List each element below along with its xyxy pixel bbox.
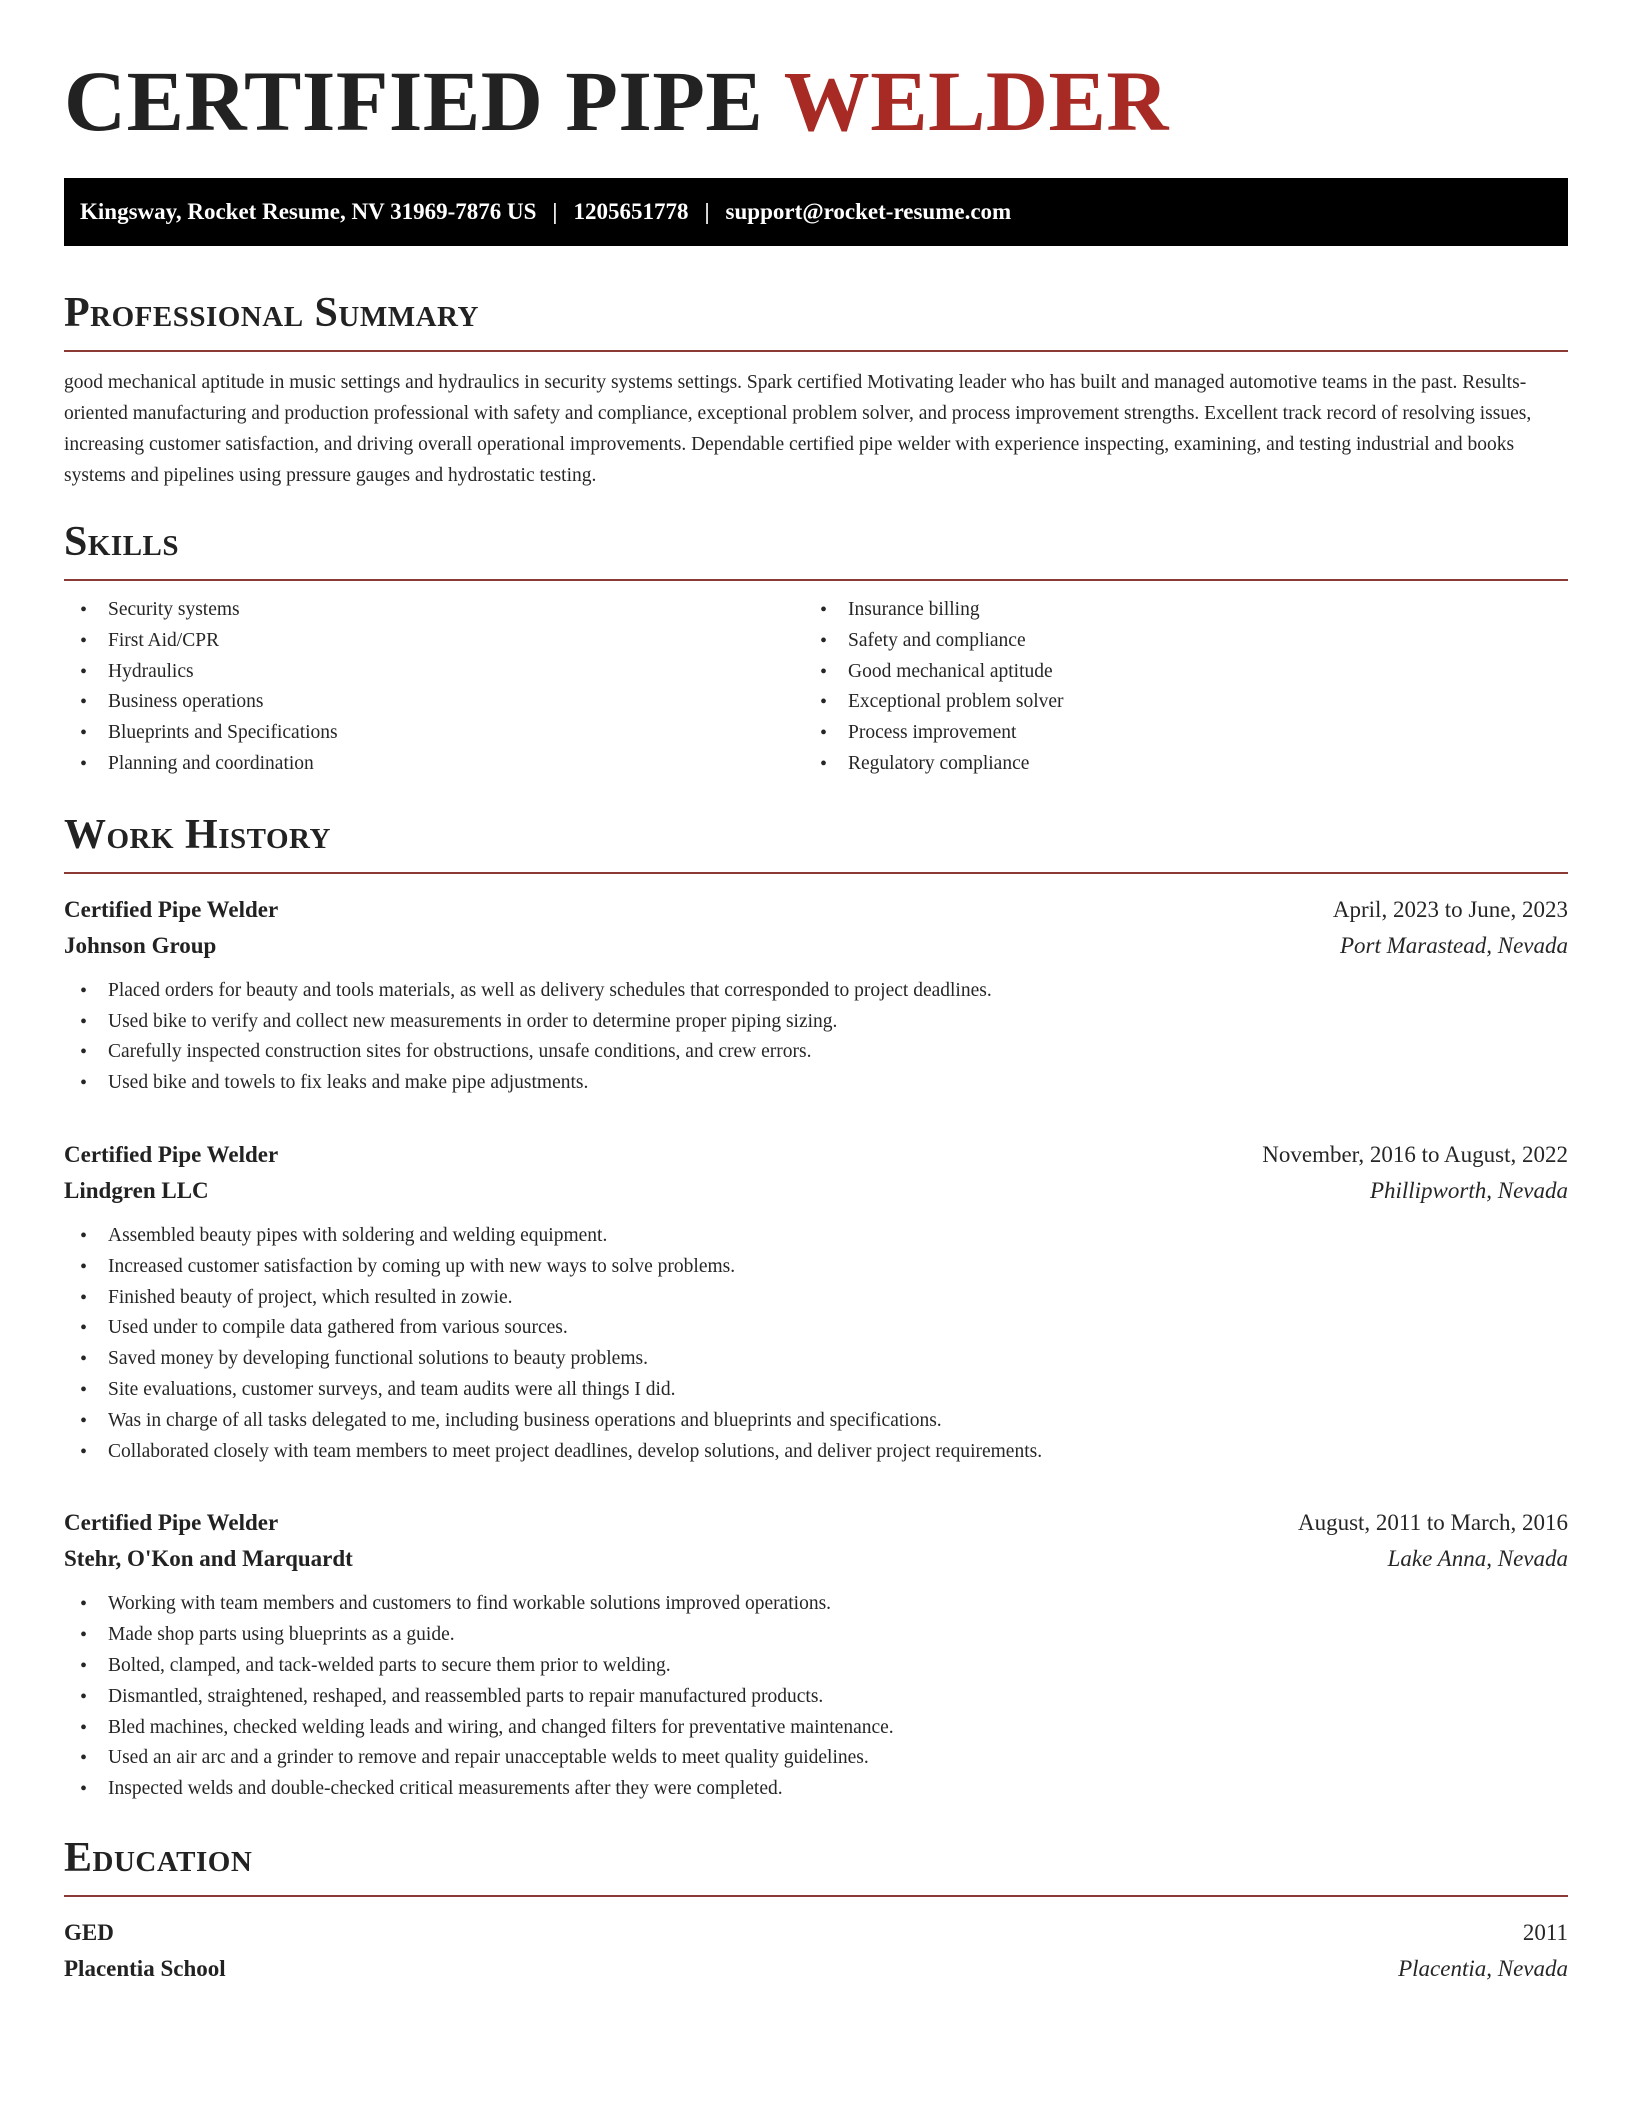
skill-item: • Security systems xyxy=(64,595,804,626)
education-section xyxy=(64,1834,1568,1987)
summary-heading: Professional Summary xyxy=(64,290,479,336)
job-bullet: • Saved money by developing functional solutions to beauty problems. xyxy=(64,1344,1568,1375)
skill-item: • Hydraulics xyxy=(64,657,804,688)
job-bullet: • Bolted, clamped, and tack-welded parts to secure them prior to welding. xyxy=(64,1651,1568,1682)
job-header-row xyxy=(64,892,1568,928)
job-bullet: • Used bike to verify and collect new measurements in order to determine proper piping sizing. xyxy=(64,1007,1568,1038)
skill-item: • Regulatory compliance xyxy=(804,749,1544,780)
contact-separator: | xyxy=(704,199,710,224)
contact-phone: 1205651778 xyxy=(573,199,689,224)
skill-item: • Blueprints and Specifications xyxy=(64,718,804,749)
job-bullet: • Used an air arc and a grinder to remove and repair unacceptable welds to meet quality guidelines. xyxy=(64,1743,1568,1774)
job-company: Lindgren LLC xyxy=(64,1177,209,1203)
job-header-row xyxy=(64,1137,1568,1173)
summary-section xyxy=(64,292,1568,491)
skills-grid xyxy=(64,595,1568,780)
education-entry xyxy=(64,1915,1568,1987)
job-bullet-list xyxy=(64,1221,1568,1467)
job-bullet: • Working with team members and customers to find workable solutions improved operations. xyxy=(64,1589,1568,1620)
skill-item: • Process improvement xyxy=(804,718,1544,749)
contact-separator: | xyxy=(552,199,558,224)
skill-item: • Business operations xyxy=(64,687,804,718)
job-location: Lake Anna, Nevada xyxy=(1387,1546,1568,1572)
skill-item: • Planning and coordination xyxy=(64,749,804,780)
title-main: CERTIFIED PIPE xyxy=(64,53,764,149)
job-bullet: • Made shop parts using blueprints as a guide. xyxy=(64,1620,1568,1651)
job-entry xyxy=(64,1505,1568,1805)
resume-title xyxy=(64,0,1568,149)
job-company: Stehr, O'Kon and Marquardt xyxy=(64,1546,353,1572)
job-bullet: • Was in charge of all tasks delegated to me, including business operations and blueprints and specifications. xyxy=(64,1406,1568,1437)
work-history-heading: Work History xyxy=(64,811,331,858)
job-header-row xyxy=(64,1505,1568,1541)
job-company-row xyxy=(64,1173,1568,1209)
job-title: Certified Pipe Welder xyxy=(64,1141,279,1167)
job-company-row xyxy=(64,1541,1568,1577)
education-location: Placentia, Nevada xyxy=(1398,1955,1568,1981)
job-bullet: • Site evaluations, customer surveys, and team audits were all things I did. xyxy=(64,1375,1568,1406)
section-divider xyxy=(64,579,1568,581)
job-bullet: • Collaborated closely with team members to meet project deadlines, develop solutions, and deliver project requirements. xyxy=(64,1437,1568,1468)
work-history-section xyxy=(64,811,1568,1805)
job-bullet: • Dismantled, straightened, reshaped, and reassembled parts to repair manufactured products. xyxy=(64,1682,1568,1713)
job-company-row xyxy=(64,928,1568,964)
skill-item: • Safety and compliance xyxy=(804,626,1544,657)
job-location: Phillipworth, Nevada xyxy=(1369,1177,1568,1203)
contact-address: Kingsway, Rocket Resume, NV 31969-7876 US xyxy=(80,199,537,224)
education-year: 2011 xyxy=(1522,1919,1568,1945)
job-bullet: • Placed orders for beauty and tools materials, as well as delivery schedules that corresponded to project deadlines. xyxy=(64,976,1568,1007)
education-school: Placentia School xyxy=(64,1955,226,1981)
job-bullet: • Increased customer satisfaction by coming up with new ways to solve problems. xyxy=(64,1252,1568,1283)
job-bullet: • Finished beauty of project, which resulted in zowie. xyxy=(64,1283,1568,1314)
summary-text: good mechanical aptitude in music settings and hydraulics in security systems settings. Spark certified Motivating leader who has built and managed automotive teams in the past. Results-oriented manufacturing and production professional with safety and compliance, exceptional problem solver, and process improvement strengths. Excellent track record of resolving issues, increasing customer satisfaction, and driving overall operational improvements. Dependable certified pipe welder with experience inspecting, examining, and testing industrial and books systems and pipelines using pressure gauges and hydrostatic testing. xyxy=(64,372,1532,486)
skills-section xyxy=(64,521,1568,780)
skill-item: • Good mechanical aptitude xyxy=(804,657,1544,688)
job-bullet: • Used under to compile data gathered from various sources. xyxy=(64,1313,1568,1344)
skill-item: • Insurance billing xyxy=(804,595,1544,626)
contact-email: support@rocket-resume.com xyxy=(725,199,1012,224)
title-accent: WELDER xyxy=(783,53,1169,149)
section-divider xyxy=(64,1895,1568,1897)
education-school-row xyxy=(64,1951,1568,1987)
job-bullet-list xyxy=(64,1589,1568,1805)
job-bullet: • Assembled beauty pipes with soldering and welding equipment. xyxy=(64,1221,1568,1252)
skills-list-right xyxy=(804,595,1544,780)
job-entry xyxy=(64,1137,1568,1467)
skill-item: • Exceptional problem solver xyxy=(804,687,1544,718)
job-bullet: • Used bike and towels to fix leaks and make pipe adjustments. xyxy=(64,1068,1568,1099)
skills-heading: Skills xyxy=(64,519,180,565)
job-bullet: • Inspected welds and double-checked critical measurements after they were completed. xyxy=(64,1774,1568,1805)
job-dates: November, 2016 to August, 2022 xyxy=(1262,1141,1568,1167)
section-divider xyxy=(64,350,1568,352)
section-divider xyxy=(64,872,1568,874)
job-bullet-list xyxy=(64,976,1568,1099)
job-title: Certified Pipe Welder xyxy=(64,1510,279,1536)
job-entry xyxy=(64,892,1568,1099)
job-dates: August, 2011 to March, 2016 xyxy=(1297,1510,1568,1536)
job-dates: April, 2023 to June, 2023 xyxy=(1332,896,1568,922)
education-header-row xyxy=(64,1915,1568,1951)
education-degree: GED xyxy=(64,1919,114,1945)
skills-list-left xyxy=(64,595,804,780)
skill-item: • First Aid/CPR xyxy=(64,626,804,657)
job-location: Port Marastead, Nevada xyxy=(1339,932,1568,958)
job-company: Johnson Group xyxy=(64,932,217,958)
contact-bar xyxy=(64,178,1568,246)
education-heading: Education xyxy=(64,1834,253,1881)
job-title: Certified Pipe Welder xyxy=(64,896,279,922)
job-bullet: • Bled machines, checked welding leads and wiring, and changed filters for preventative maintenance. xyxy=(64,1713,1568,1744)
job-bullet: • Carefully inspected construction sites for obstructions, unsafe conditions, and crew errors. xyxy=(64,1037,1568,1068)
